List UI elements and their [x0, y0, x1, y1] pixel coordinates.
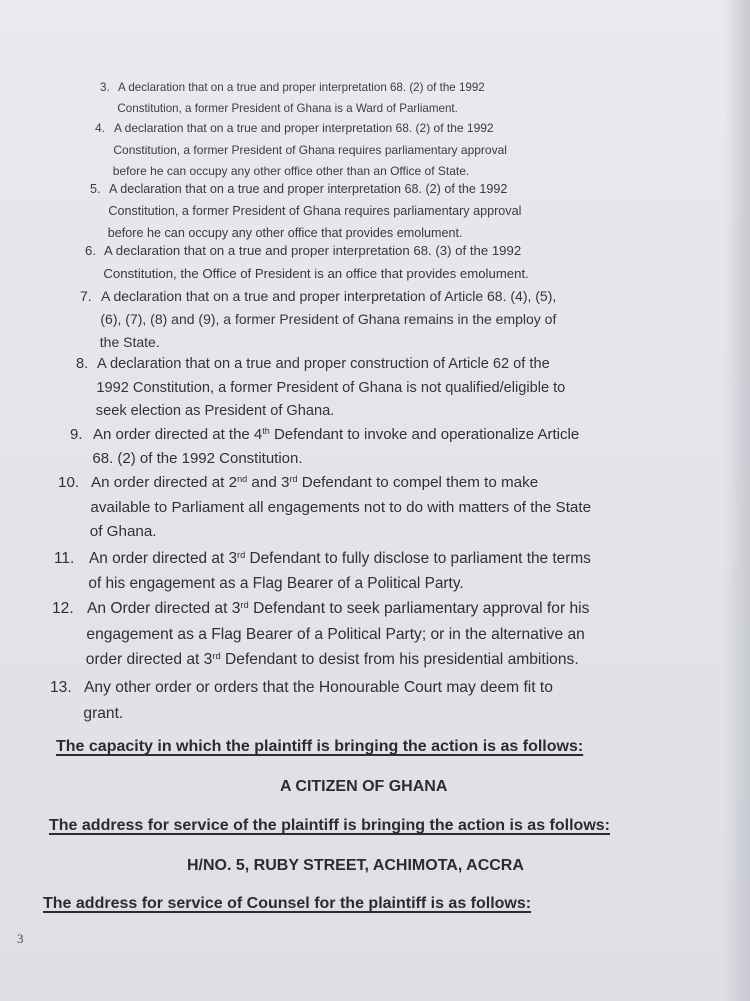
relief-text-line: A declaration that on a true and proper interpretation of Article 68. (4), (5),: [101, 288, 557, 304]
relief-text-line: order directed at 3rd Defendant to desist from his presidential ambitions.: [85, 650, 579, 668]
page-edge-shadow: [724, 0, 750, 1001]
relief-text-line: A declaration that on a true and proper construction of Article 62 of the: [97, 356, 550, 372]
relief-text-line: A declaration that on a true and proper interpretation 68. (3) of the 1992: [104, 243, 522, 258]
relief-text-line: of Ghana.: [89, 523, 157, 540]
relief-number: 13.: [50, 679, 72, 696]
relief-text-line: Constitution, a former President of Ghana requires parliamentary approval: [113, 142, 507, 157]
relief-number: 8.: [76, 356, 89, 372]
plaintiff-address-value: H/NO. 5, RUBY STREET, ACHIMOTA, ACCRA: [187, 857, 524, 874]
relief-text-line: the State.: [99, 334, 160, 350]
relief-text-line: A declaration that on a true and proper interpretation 68. (2) of the 1992: [114, 121, 494, 135]
relief-text-line: An Order directed at 3rd Defendant to seek parliamentary approval for his: [87, 599, 590, 617]
relief-text-line: Constitution, a former President of Ghana is a Ward of Parliament.: [117, 101, 458, 115]
relief-text-line: grant.: [83, 704, 124, 722]
relief-text-line: An order directed at 2nd and 3rd Defendant to compel them to make: [91, 473, 539, 491]
relief-text-line: Any other order or orders that the Honourable Court may deem fit to: [84, 679, 553, 696]
relief-number: 4.: [95, 121, 106, 135]
relief-text-line: seek election as President of Ghana.: [95, 403, 335, 419]
relief-number: 7.: [80, 288, 92, 304]
relief-text-line: A declaration that on a true and proper interpretation 68. (2) of the 1992: [109, 182, 508, 196]
relief-text-line: 68. (2) of the 1992 Constitution.: [92, 450, 303, 467]
relief-number: 3.: [100, 81, 110, 94]
relief-number: 5.: [90, 182, 101, 196]
relief-text-line: (6), (7), (8) and (9), a former President of Ghana remains in the employ of: [100, 311, 557, 327]
relief-text-line: of his engagement as a Flag Bearer of a Political Party.: [88, 575, 464, 592]
relief-text-line: Constitution, a former President of Ghana requires parliamentary approval: [108, 204, 522, 218]
relief-text-line: available to Parliament all engagements not to do with matters of the State: [90, 498, 592, 516]
relief-text-line: before he can occupy any other office that provides emolument.: [107, 226, 463, 240]
relief-number: 11.: [54, 550, 75, 567]
relief-number: 12.: [52, 600, 74, 617]
relief-text-line: Constitution, the Office of President is an office that provides emolument.: [103, 265, 529, 281]
plaintiff-address-heading: The address for service of the plaintiff is bringing the action is as follows:: [49, 817, 610, 834]
relief-number: 9.: [70, 426, 83, 443]
page-number: 3: [17, 931, 24, 946]
relief-text-line: A declaration that on a true and proper interpretation 68. (2) of the 1992: [118, 81, 485, 94]
capacity-heading: The capacity in which the plaintiff is bringing the action is as follows:: [56, 738, 584, 755]
relief-text-line: before he can occupy any other office other than an Office of State.: [112, 164, 470, 178]
counsel-address-heading: The address for service of Counsel for the plaintiff is as follows:: [43, 895, 532, 912]
relief-text-line: An order directed at 3rd Defendant to fully disclose to parliament the terms: [89, 549, 591, 567]
relief-text-line: 1992 Constitution, a former President of Ghana is not qualified/eligible to: [96, 379, 566, 396]
relief-number: 10.: [58, 474, 80, 491]
relief-number: 6.: [85, 243, 96, 258]
relief-text-line: An order directed at the 4th Defendant to invoke and operationalize Article: [93, 426, 580, 443]
capacity-value: A CITIZEN OF GHANA: [280, 778, 448, 795]
relief-text-line: engagement as a Flag Bearer of a Political Party; or in the alternative an: [86, 625, 585, 643]
